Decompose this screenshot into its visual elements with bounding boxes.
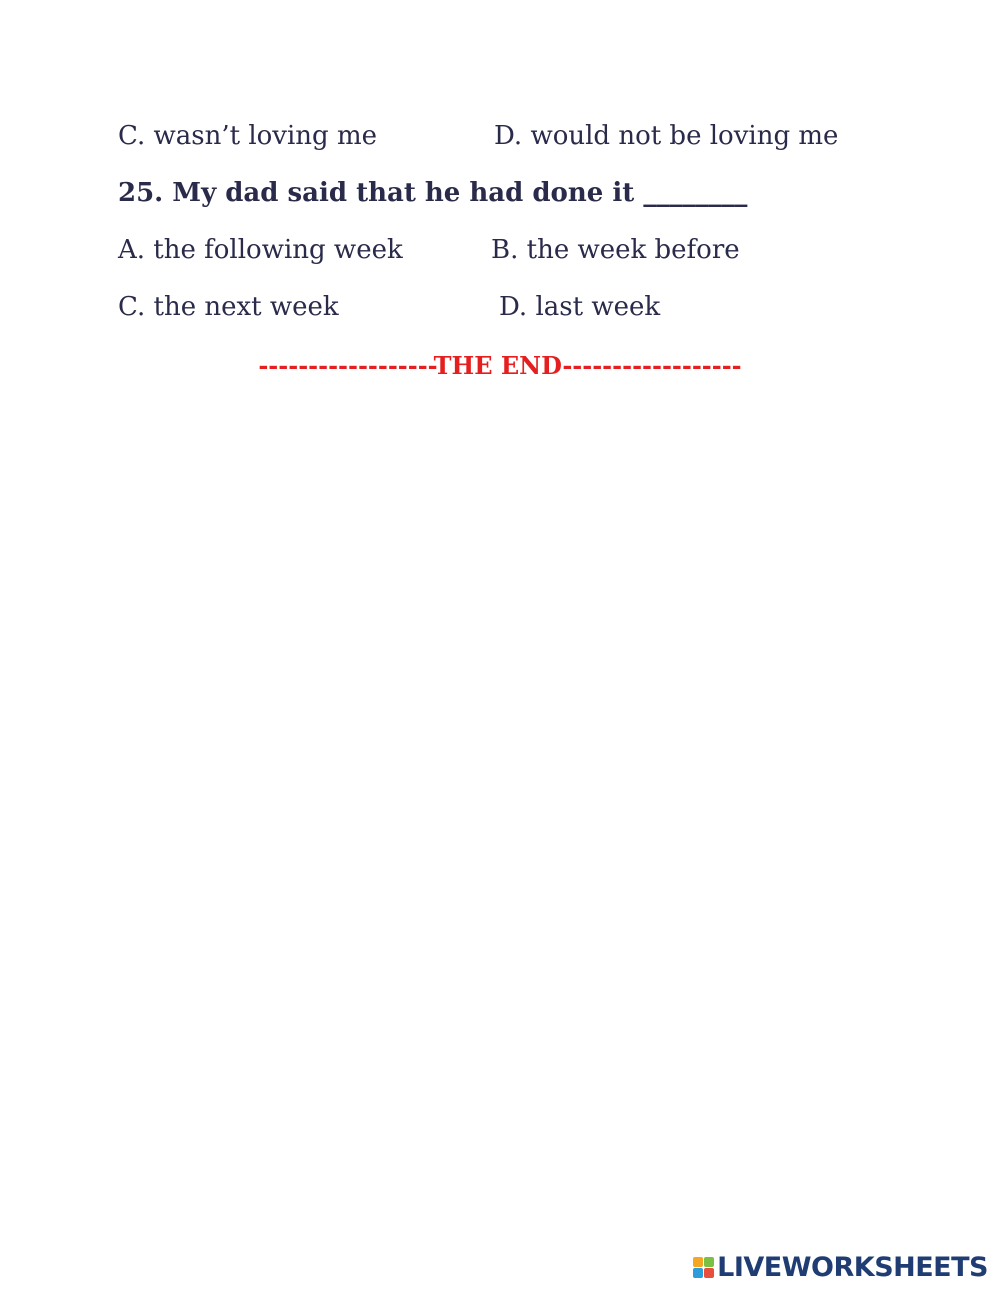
option-c-q24: C. wasn’t loving me <box>118 121 377 151</box>
the-end-banner: ------------------THE END------------------ <box>258 351 742 380</box>
option-c-q25: C. the next week <box>118 292 339 322</box>
option-d-q25: D. last week <box>499 292 661 322</box>
question-25: 25. My dad said that he had done it ________ <box>118 178 748 208</box>
liveworksheets-logo-icon <box>693 1257 714 1278</box>
liveworksheets-brand <box>693 1252 988 1283</box>
option-b-q25: B. the week before <box>491 235 740 265</box>
option-a-q25: A. the following week <box>118 235 403 265</box>
brand-name: LIVEWORKSHEETS <box>717 1252 988 1283</box>
option-d-q24: D. would not be loving me <box>494 121 839 151</box>
